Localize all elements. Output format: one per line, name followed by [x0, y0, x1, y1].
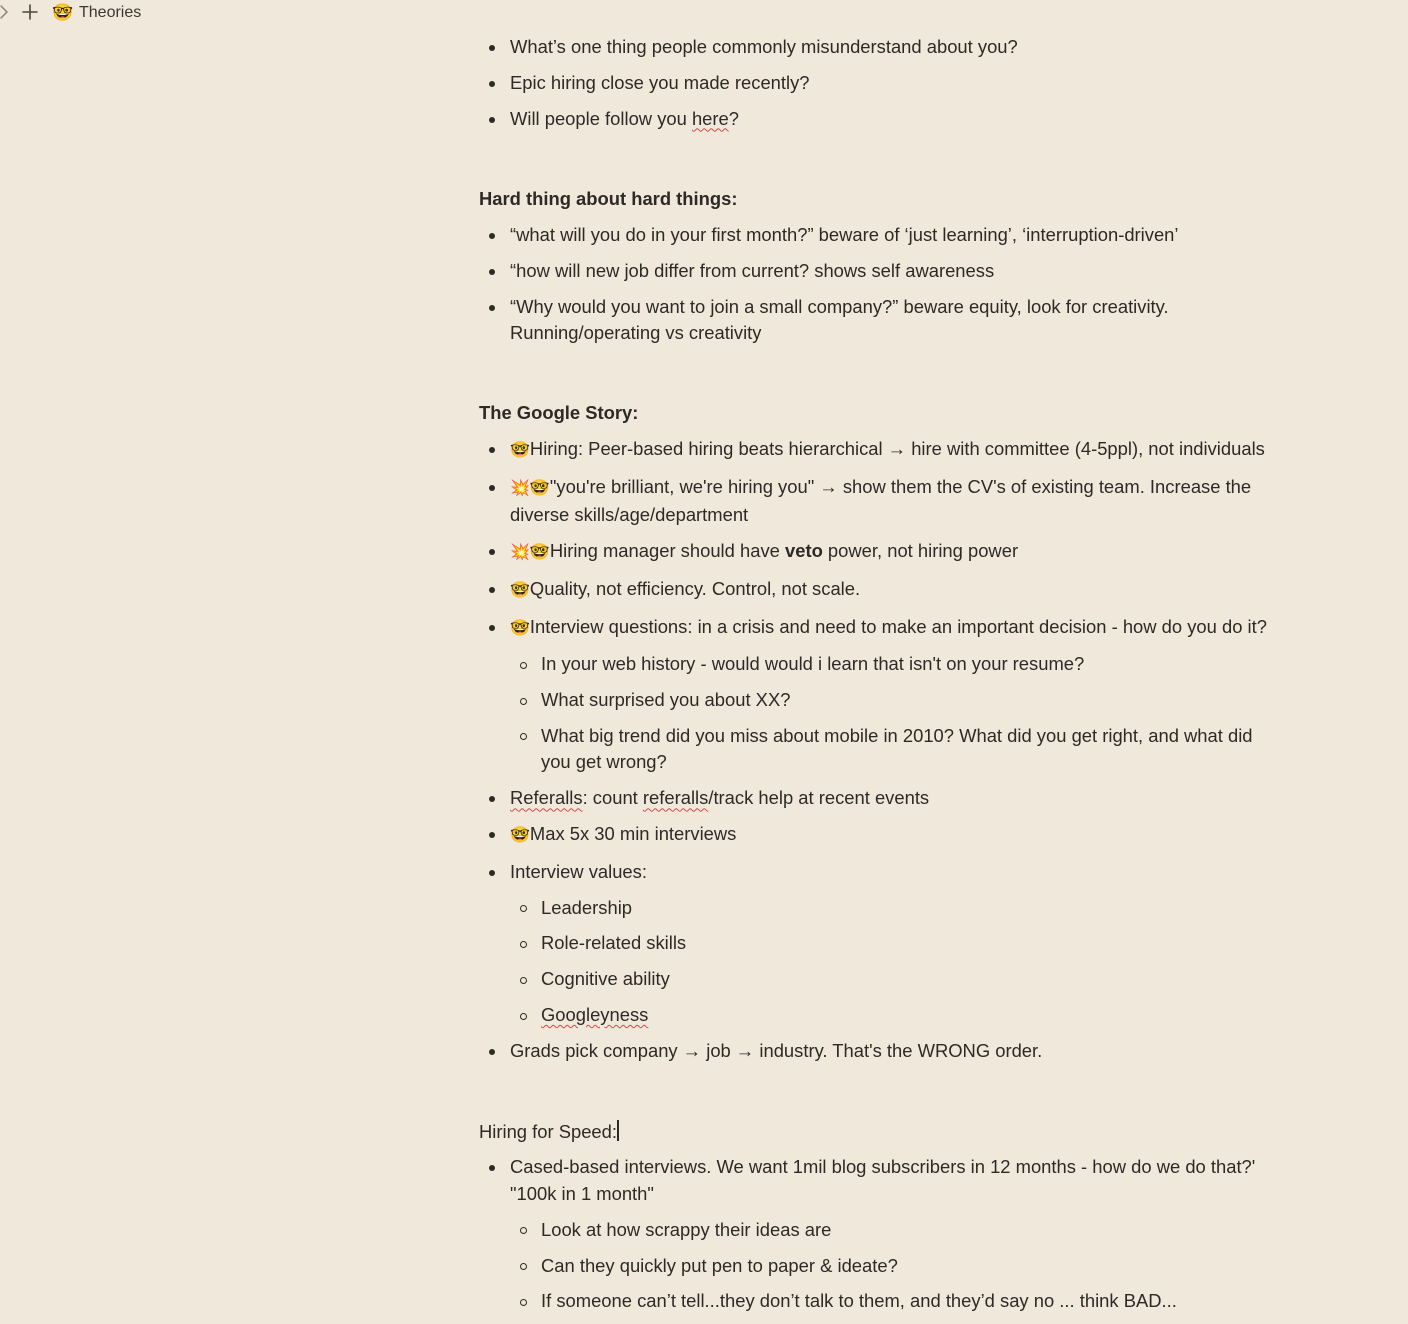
- spellcheck-word: Googleyness: [541, 1004, 649, 1026]
- list-item[interactable]: “Why would you want to join a small company?” beware equity, look for creativity. Running/operating vs creativity: [479, 294, 1269, 347]
- sub-list-item[interactable]: What surprised you about XX?: [479, 687, 1269, 714]
- text-cursor: [617, 1120, 619, 1141]
- bold-text: veto: [784, 539, 823, 561]
- list-item[interactable]: 💥🤓"you're brilliant, we're hiring you" → show them the CV's of existing team. Increase the diverse skills/age/department: [479, 474, 1269, 529]
- list-item[interactable]: Referalls: count referalls/track help at recent events: [479, 785, 1269, 812]
- list-item[interactable]: “what will you do in your first month?” beware of ‘just learning’, ‘interruption-driven’: [479, 222, 1269, 249]
- list-item[interactable]: Cased-based interviews. We want 1mil blog subscribers in 12 months - how do we do that?' "100k in 1 month": [479, 1154, 1269, 1207]
- sub-list-item[interactable]: Cognitive ability: [479, 966, 1269, 993]
- sub-list-item[interactable]: Can they quickly put pen to paper & ideate?: [479, 1253, 1269, 1280]
- list-item[interactable]: “how will new job differ from current? shows self awareness: [479, 258, 1269, 285]
- add-page-icon[interactable]: [20, 2, 40, 22]
- list-item[interactable]: Grads pick company → job → industry. That's the WRONG order.: [479, 1038, 1269, 1065]
- list-item[interactable]: Will people follow you here?: [479, 106, 1269, 133]
- list-item[interactable]: What’s one thing people commonly misunderstand about you?: [479, 34, 1269, 61]
- sub-list-item[interactable]: Role-related skills: [479, 930, 1269, 957]
- section-heading-hard-things[interactable]: Hard thing about hard things:: [479, 188, 738, 210]
- sub-list-item[interactable]: In your web history - would would i learn that isn't on your resume?: [479, 651, 1269, 678]
- list-item[interactable]: Epic hiring close you made recently?: [479, 70, 1269, 97]
- spellcheck-word: Referalls: [510, 787, 583, 809]
- section-heading-hiring-speed[interactable]: Hiring for Speed:: [479, 1120, 618, 1142]
- sub-list-item[interactable]: Leadership: [479, 895, 1269, 922]
- list-item[interactable]: 💥🤓Hiring manager should have veto power, not hiring power: [479, 538, 1269, 567]
- sub-list-item[interactable]: Look at how scrappy their ideas are: [479, 1217, 1269, 1244]
- section-heading-google-story[interactable]: The Google Story:: [479, 402, 639, 424]
- document-body[interactable]: [479, 34, 1269, 1324]
- nerd-face-icon: 🤓: [510, 581, 530, 599]
- list-item[interactable]: 🤓Hiring: Peer-based hiring beats hierarchical → hire with committee (4-5ppl), not individuals: [479, 436, 1269, 465]
- sub-list-item[interactable]: [479, 1002, 1269, 1029]
- hard-things-list: [479, 222, 1269, 347]
- list-item[interactable]: 🤓Quality, not efficiency. Control, not scale.: [479, 576, 1269, 605]
- nerd-face-icon: 🤓: [510, 441, 530, 459]
- chevron-right-icon[interactable]: [0, 2, 12, 22]
- nerd-face-icon: 🤓: [510, 619, 530, 637]
- sub-list-item[interactable]: If someone can’t tell...they don’t talk to them, and they’d say no ... think BAD...: [479, 1288, 1269, 1315]
- google-story-list: [479, 436, 1269, 1064]
- collision-nerd-face-icon: 💥🤓: [510, 479, 550, 497]
- spellcheck-word: referalls: [642, 787, 709, 809]
- list-item[interactable]: Interview values:: [479, 859, 1269, 886]
- list-item[interactable]: 🤓Max 5x 30 min interviews: [479, 821, 1269, 850]
- collision-nerd-face-icon: 💥🤓: [510, 543, 550, 561]
- nerd-face-icon: 🤓: [510, 827, 530, 845]
- list-item[interactable]: 🤓Interview questions: in a crisis and need to make an important decision - how do you do it?: [479, 614, 1269, 643]
- hiring-speed-list: [479, 1154, 1269, 1314]
- sub-list-item[interactable]: What big trend did you miss about mobile in 2010? What did you get right, and what did you get wrong?: [479, 723, 1269, 776]
- sidebar-page-title[interactable]: Theories: [79, 4, 142, 21]
- spellcheck-word: here: [691, 107, 729, 129]
- intro-list: [479, 34, 1269, 132]
- page-emoji-icon: 🤓: [52, 3, 74, 22]
